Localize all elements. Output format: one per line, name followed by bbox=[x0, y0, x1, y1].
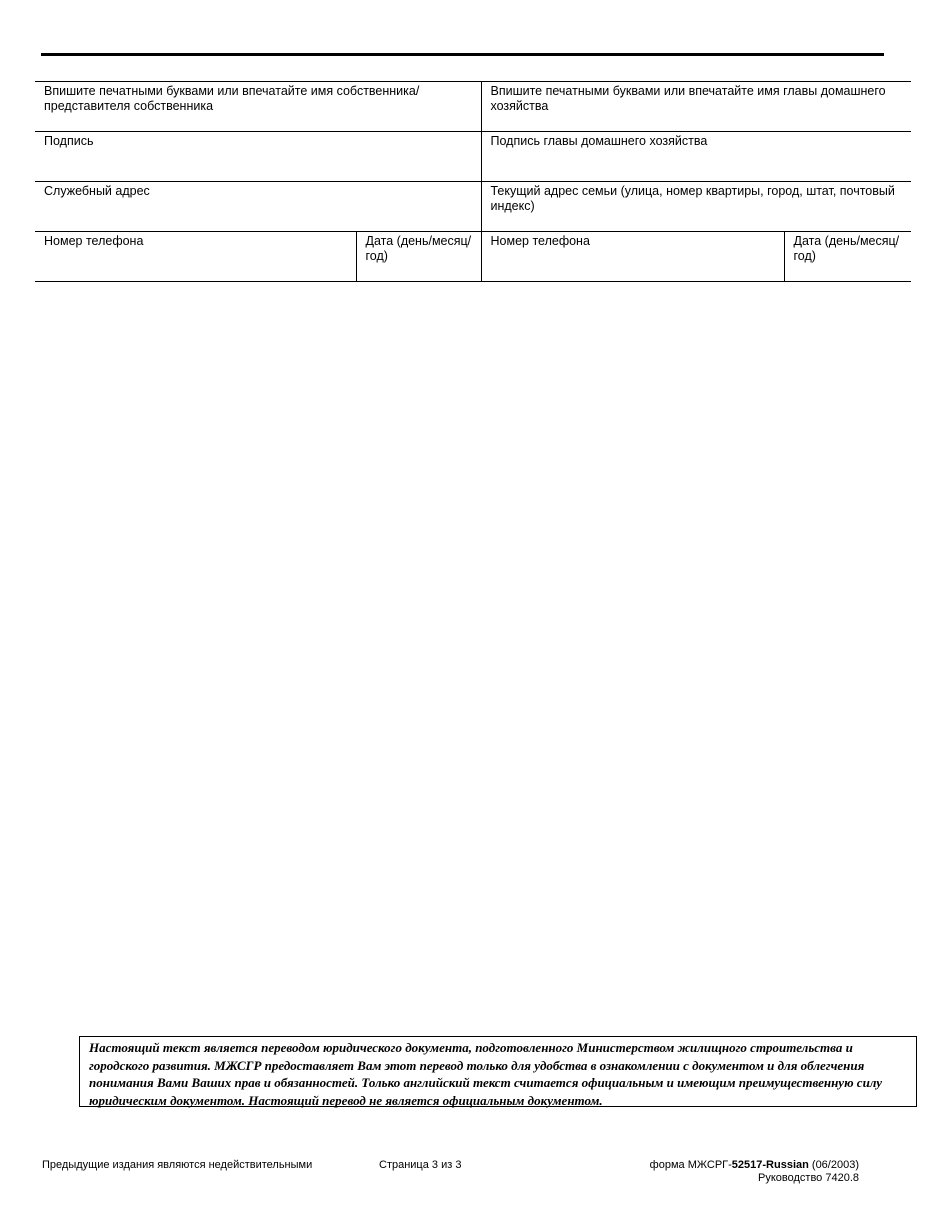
previous-editions-note: Предыдущие издания являются недействительными bbox=[42, 1159, 313, 1171]
head-phone-field[interactable]: Номер телефона bbox=[481, 232, 784, 282]
family-address-field[interactable]: Текущий адрес семьи (улица, номер квартиры, город, штат, почтовый индекс) bbox=[481, 182, 911, 232]
form-id bbox=[650, 1159, 859, 1172]
form-prefix: форма МЖСРГ- bbox=[649, 1159, 732, 1171]
owner-phone-field[interactable]: Номер телефона bbox=[35, 232, 356, 282]
translation-notice: Настоящий текст является переводом юридического документа, подготовленного Министерством жилищного строительства и городского развития. МЖСГР предоставляет Вам этот перевод только для удобства в ознакомлении с документом и для облегчения понимания Вами Ваших прав и обязанностей. Только английский текст считается официальным и имеющим преимущественную силу юридическим документом. Настоящий перевод не является официальным документом. bbox=[79, 1036, 917, 1107]
page-number: Страница 3 из 3 bbox=[379, 1159, 462, 1171]
head-date-field[interactable]: Дата (день/месяц/год) bbox=[784, 232, 911, 282]
owner-name-field[interactable]: Впишите печатными буквами или впечатайте имя собственника/представителя собственника bbox=[35, 82, 481, 132]
owner-date-field[interactable]: Дата (день/месяц/год) bbox=[356, 232, 481, 282]
handbook-ref: Руководство 7420.8 bbox=[758, 1172, 859, 1184]
signature-table bbox=[35, 81, 911, 282]
head-name-field[interactable]: Впишите печатными буквами или впечатайте имя главы домашнего хозяйства bbox=[481, 82, 911, 132]
top-rule bbox=[41, 53, 884, 56]
head-signature-field[interactable]: Подпись главы домашнего хозяйства bbox=[481, 132, 911, 182]
form-date: (06/2003) bbox=[808, 1159, 859, 1171]
form-info bbox=[650, 1159, 859, 1185]
form-number: 52517-Russian bbox=[731, 1159, 809, 1171]
office-address-field[interactable]: Служебный адрес bbox=[35, 182, 481, 232]
owner-signature-field[interactable]: Подпись bbox=[35, 132, 481, 182]
